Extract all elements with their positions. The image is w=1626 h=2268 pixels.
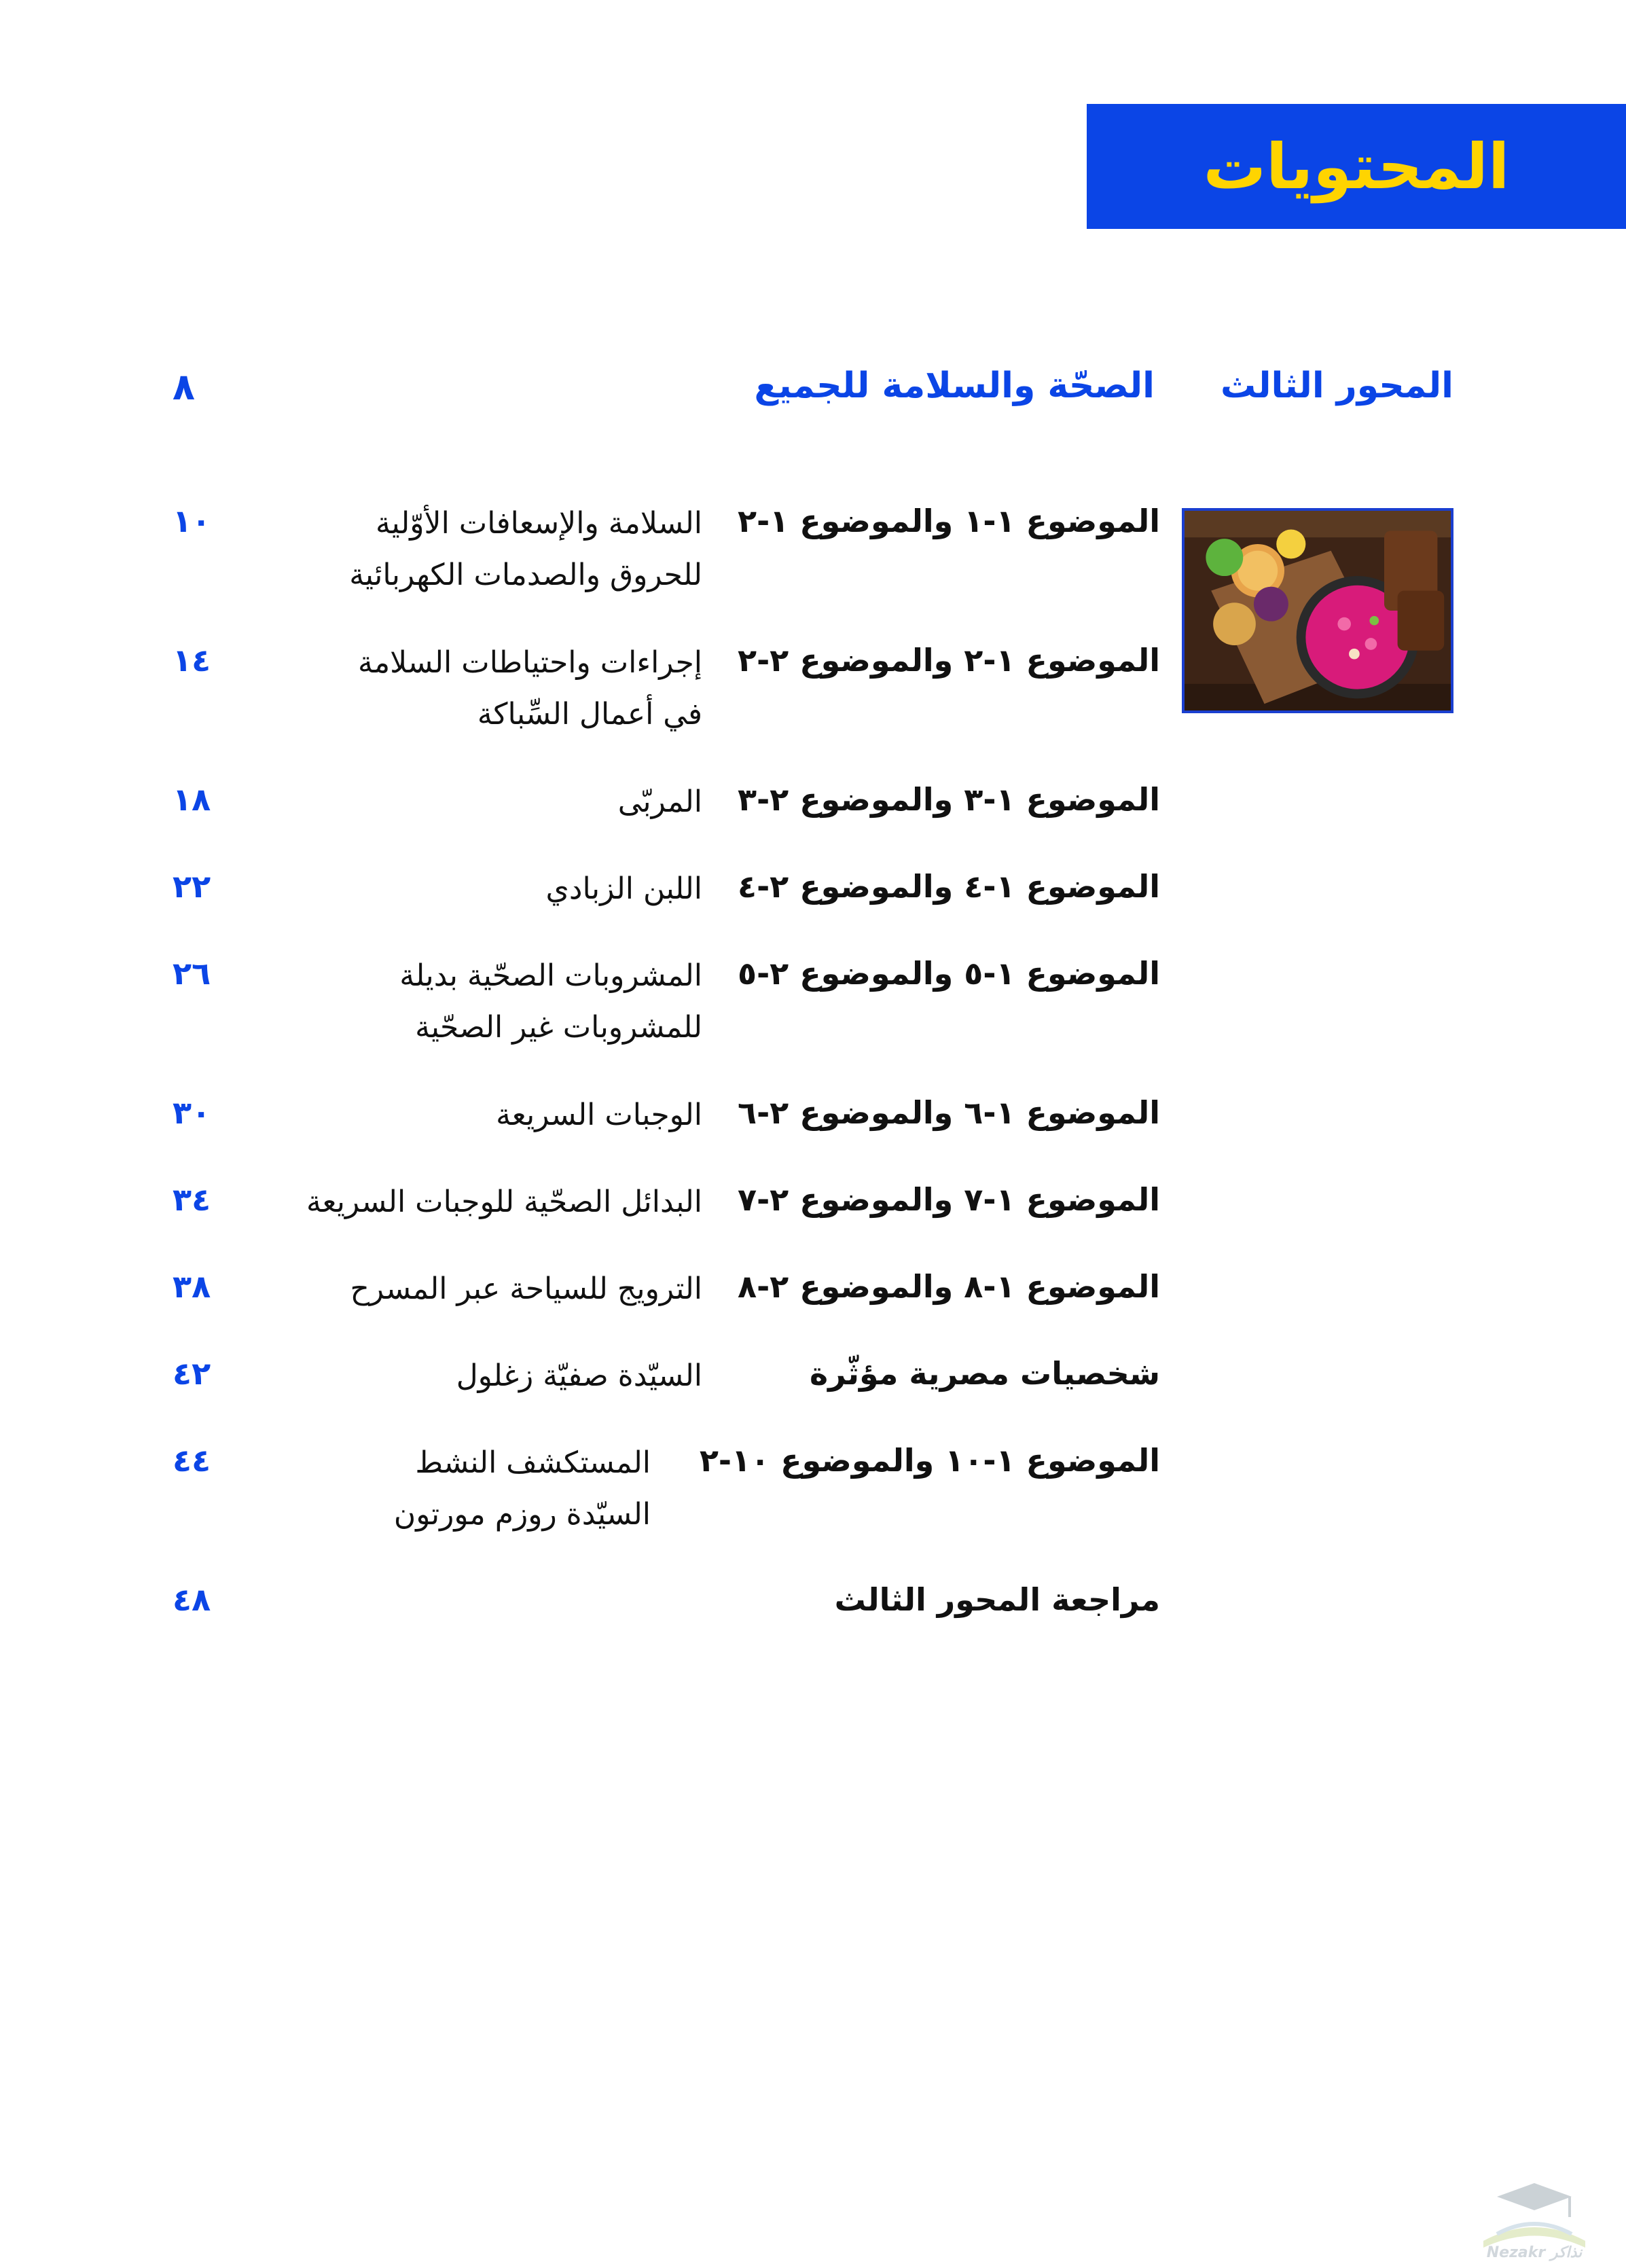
- toc-description-line1: المستكشف النشط: [415, 1445, 651, 1480]
- toc-topic: الموضوع ١-٧ والموضوع ٢-٧: [737, 1181, 1160, 1218]
- toc-entry-2[interactable]: [0, 642, 1626, 737]
- toc-topic: الموضوع ١-٥ والموضوع ٢-٥: [737, 955, 1160, 992]
- toc-topic: مراجعة المحور الثالث: [834, 1581, 1160, 1618]
- toc-page-number[interactable]: ٤٤: [173, 1442, 211, 1479]
- toc-description-line1: المشروبات الصحّية بديلة: [399, 958, 702, 993]
- toc-description-line2: للمشروبات غير الصحّية: [415, 1010, 702, 1045]
- toc-topic: الموضوع ١-٦ والموضوع ٢-٦: [737, 1094, 1160, 1131]
- watermark-text: Nezakr نذاكر: [1486, 2244, 1583, 2261]
- toc-entry-8[interactable]: [0, 1268, 1626, 1363]
- toc-topic: الموضوع ١-١ والموضوع ١-٢: [737, 503, 1160, 539]
- toc-entry-review[interactable]: [0, 1581, 1626, 1676]
- toc-entry-7[interactable]: [0, 1181, 1626, 1276]
- toc-page-number[interactable]: ٣٠: [173, 1094, 211, 1131]
- toc-topic: الموضوع ١-٢ والموضوع ٢-٢: [737, 642, 1160, 679]
- toc-page-number[interactable]: ١٨: [173, 781, 211, 818]
- toc-description-line1: اللبن الزبادي: [545, 871, 702, 906]
- unit-label: المحور الثالث: [1220, 365, 1453, 406]
- toc-page-number[interactable]: ٣٨: [173, 1268, 211, 1305]
- contents-title-banner: [1087, 104, 1626, 229]
- toc-page-number[interactable]: ١٠: [173, 503, 211, 539]
- toc-page-number[interactable]: ١٤: [173, 642, 211, 679]
- toc-page-number[interactable]: ٤٢: [173, 1355, 211, 1392]
- toc-entry-5[interactable]: [0, 955, 1626, 1050]
- toc-description-line1: إجراءات واحتياطات السلامة: [357, 645, 702, 680]
- toc-page-number[interactable]: ٤٨: [173, 1581, 211, 1618]
- toc-entry-9[interactable]: [0, 1355, 1626, 1450]
- toc-description-line2: للحروق والصدمات الكهربائية: [349, 558, 702, 592]
- page-title: المحتويات: [1203, 130, 1510, 203]
- toc-description-line2: في أعمال السِّباكة: [477, 697, 702, 732]
- toc-page-number[interactable]: ٢٢: [173, 868, 211, 905]
- toc-topic: الموضوع ١-٤ والموضوع ٢-٤: [737, 868, 1160, 905]
- toc-description-line1: السلامة والإسعافات الأوّلية: [375, 506, 702, 541]
- toc-entry-1[interactable]: [0, 503, 1626, 598]
- toc-entry-10[interactable]: [0, 1442, 1626, 1537]
- unit-title: الصحّة والسلامة للجميع: [754, 365, 1155, 406]
- toc-page-number[interactable]: ٢٦: [173, 955, 211, 992]
- watermark-logo: [1456, 2166, 1612, 2261]
- toc-description-line2: السيّدة روزم مورتون: [393, 1497, 651, 1532]
- toc-topic: الموضوع ١-٨ والموضوع ٢-٨: [737, 1268, 1160, 1305]
- toc-entry-3[interactable]: [0, 781, 1626, 876]
- toc-description-line1: البدائل الصحّية للوجبات السريعة: [306, 1185, 702, 1219]
- toc-entry-4[interactable]: [0, 868, 1626, 963]
- toc-page-number[interactable]: ٣٤: [173, 1181, 211, 1218]
- toc-description-line1: المربّى: [617, 785, 702, 819]
- toc-topic: الموضوع ١-١٠ والموضوع ١٠-٢: [699, 1442, 1160, 1479]
- toc-description-line1: الترويج للسياحة عبر المسرح: [350, 1272, 702, 1306]
- toc-topic: شخصيات مصرية مؤثّرة: [810, 1355, 1160, 1392]
- unit-page-number: ٨: [173, 365, 195, 408]
- toc-description-line1: السيّدة صفيّة زغلول: [456, 1358, 702, 1393]
- toc-topic: الموضوع ١-٣ والموضوع ٢-٣: [737, 781, 1160, 818]
- toc-entry-6[interactable]: [0, 1094, 1626, 1189]
- toc-description-line1: الوجبات السريعة: [496, 1098, 702, 1132]
